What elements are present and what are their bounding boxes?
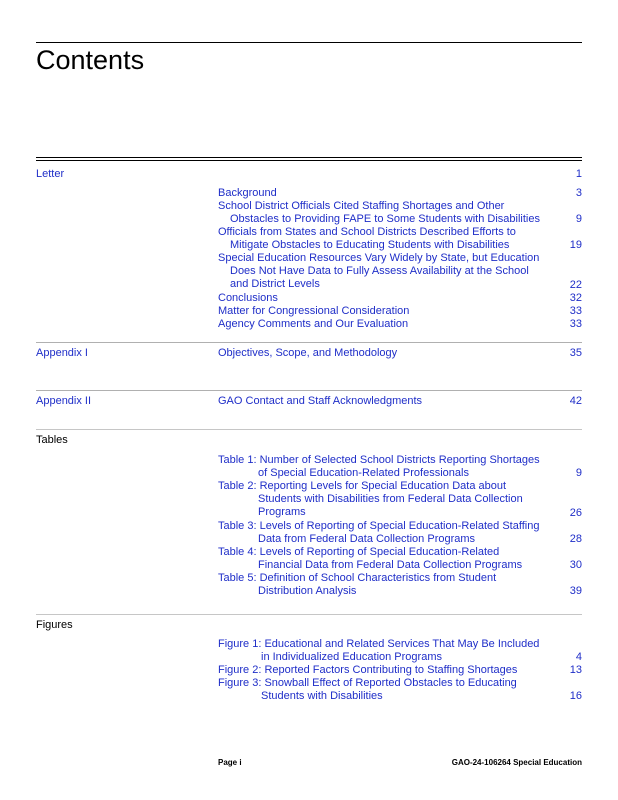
figure-title-line[interactable]: in Individualized Education Programs (261, 651, 442, 664)
appendix-1-page[interactable]: 35 (569, 346, 582, 359)
appendix-2-entry[interactable] (218, 395, 582, 408)
letter-page[interactable]: 1 (575, 168, 582, 180)
letter-entry[interactable] (218, 305, 582, 318)
appendix-2-rule (36, 390, 582, 391)
figure-entry[interactable] (218, 664, 582, 677)
figures-rule (36, 614, 582, 615)
letter-title-line[interactable]: Conclusions (218, 292, 278, 304)
table-title-line[interactable]: Table 2: Reporting Levels for Special Education Data about (218, 480, 507, 492)
letter-page[interactable]: 9 (575, 212, 582, 225)
tables-rule (36, 429, 582, 430)
letter-entry[interactable] (218, 200, 582, 226)
table-link[interactable] (218, 546, 582, 572)
table-title-line[interactable]: Data from Federal Data Collection Programs (258, 533, 476, 546)
letter-title-line[interactable]: School District Officials Cited Staffing Shortages and Other (218, 200, 505, 212)
figure-page[interactable]: 4 (575, 650, 582, 663)
table-page[interactable]: 9 (575, 466, 582, 479)
figure-page[interactable]: 13 (569, 663, 582, 676)
figure-title-line[interactable]: Figure 2: Reported Factors Contributing to Staffing Shortages (218, 664, 518, 676)
table-title-line[interactable]: Table 5: Definition of School Characteristics from Student (218, 572, 497, 584)
letter-title-line[interactable]: Agency Comments and Our Evaluation (218, 318, 409, 330)
letter-title-line[interactable]: Special Education Resources Vary Widely by State, but Education (218, 252, 540, 264)
figure-page[interactable]: 16 (569, 689, 582, 702)
table-title-line[interactable]: Financial Data from Federal Data Collection Programs (258, 559, 523, 572)
letter-entry[interactable] (218, 292, 582, 305)
figure-link[interactable] (218, 664, 582, 677)
figure-entry[interactable] (218, 677, 582, 703)
table-page[interactable]: 28 (569, 532, 582, 545)
appendix-1-entry[interactable] (218, 347, 582, 360)
letter-link[interactable] (218, 292, 582, 305)
figure-link[interactable] (218, 638, 582, 664)
table-link[interactable] (218, 520, 582, 546)
table-title-line[interactable]: Distribution Analysis (258, 585, 357, 598)
letter-title-line[interactable]: Does Not Have Data to Fully Assess Availability at the School (230, 265, 529, 278)
appendix-2-title[interactable]: GAO Contact and Staff Acknowledgments (218, 395, 423, 407)
footer-report-id: GAO-24-106264 Special Education (451, 758, 582, 767)
table-entry[interactable] (218, 480, 582, 520)
figure-title-line[interactable]: Figure 3: Snowball Effect of Reported Obstacles to Educating (218, 677, 517, 689)
figure-link[interactable] (218, 677, 582, 703)
letter-link[interactable] (218, 226, 582, 252)
figure-title-line[interactable]: Students with Disabilities (261, 690, 383, 703)
table-entry[interactable] (218, 546, 582, 572)
table-title-line[interactable]: Students with Disabilities from Federal Data Collection (258, 493, 523, 506)
appendix-2-label[interactable]: Appendix II (36, 395, 92, 407)
letter-link[interactable] (218, 305, 582, 318)
table-page[interactable]: 30 (569, 558, 582, 571)
letter-link[interactable] (218, 252, 582, 292)
figures-heading: Figures (36, 619, 73, 631)
figure-title-line[interactable]: Figure 1: Educational and Related Services That May Be Included (218, 638, 540, 650)
table-entry[interactable] (218, 454, 582, 480)
letter-title-line[interactable]: Officials from States and School Districts Described Efforts to (218, 226, 516, 238)
table-title-line[interactable]: Table 1: Number of Selected School Districts Reporting Shortages (218, 454, 540, 466)
letter-entry[interactable] (218, 226, 582, 252)
letter-title-line[interactable]: Mitigate Obstacles to Educating Students with Disabilities (230, 239, 510, 252)
table-link[interactable] (218, 480, 582, 520)
table-title-line[interactable]: Table 3: Levels of Reporting of Special Education-Related Staffing (218, 520, 540, 532)
double-rule-top (36, 157, 582, 158)
letter-page[interactable]: 22 (569, 278, 582, 291)
letter-entry[interactable] (218, 252, 582, 292)
footer-page-label: Page i (218, 758, 242, 767)
letter-page[interactable]: 19 (569, 238, 582, 251)
table-entry[interactable] (218, 520, 582, 546)
table-entry[interactable] (218, 572, 582, 598)
figure-entry[interactable] (218, 638, 582, 664)
appendix-1-label[interactable]: Appendix I (36, 347, 88, 359)
letter-page[interactable]: 3 (575, 186, 582, 199)
appendix-1-title[interactable]: Objectives, Scope, and Methodology (218, 347, 398, 359)
letter-title-line[interactable]: Matter for Congressional Consideration (218, 305, 410, 317)
table-page[interactable]: 39 (569, 584, 582, 597)
tables-heading: Tables (36, 434, 68, 446)
table-link[interactable] (218, 572, 582, 598)
letter-entry[interactable] (218, 187, 582, 200)
table-title-line[interactable]: Programs (258, 506, 306, 519)
table-title-line[interactable]: Table 4: Levels of Reporting of Special Education-Related (218, 546, 500, 558)
letter-link[interactable] (218, 187, 582, 200)
letter-link[interactable] (218, 200, 582, 226)
letter-link[interactable]: Letter (36, 168, 65, 180)
letter-title-line[interactable]: and District Levels (230, 278, 320, 291)
letter-page[interactable]: 33 (569, 304, 582, 317)
letter-title-line[interactable]: Background (218, 187, 277, 199)
page-title: Contents (36, 45, 145, 75)
table-link[interactable] (218, 454, 582, 480)
table-page[interactable]: 26 (569, 506, 582, 519)
appendix-1-rule (36, 342, 582, 343)
appendix-2-page[interactable]: 42 (569, 394, 582, 407)
letter-page[interactable]: 33 (569, 317, 582, 330)
letter-entry[interactable] (218, 318, 582, 331)
letter-title-line[interactable]: Obstacles to Providing FAPE to Some Students with Disabilities (230, 213, 540, 226)
table-title-line[interactable]: of Special Education-Related Professionals (258, 467, 469, 480)
letter-link[interactable] (218, 318, 582, 331)
letter-page[interactable]: 32 (569, 291, 582, 304)
double-rule-bottom (36, 160, 582, 161)
